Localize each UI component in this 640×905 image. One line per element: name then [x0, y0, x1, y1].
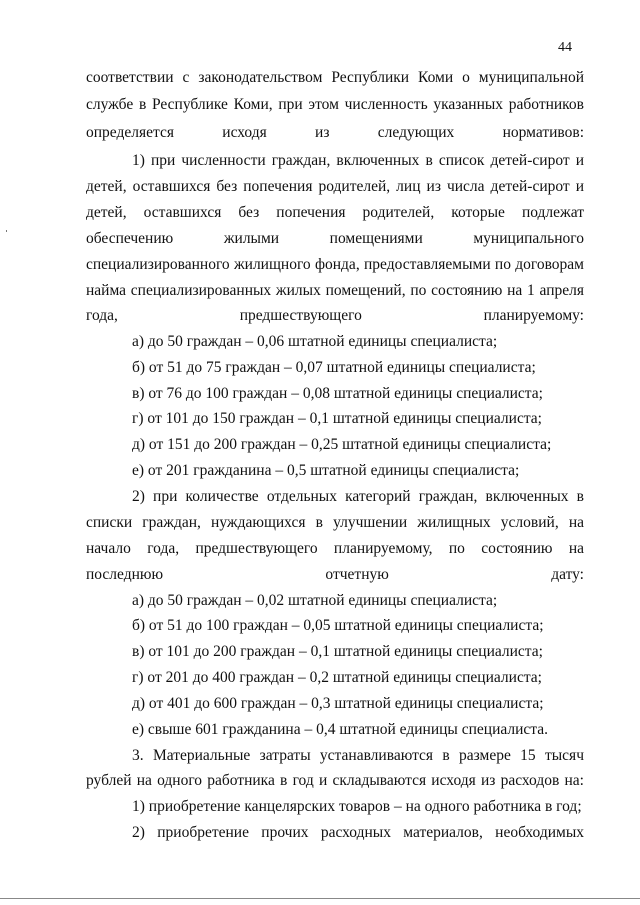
text-line: определяется исходя из следующих нормативов:: [86, 124, 584, 141]
text-line: рублей на одного работника в год и складываются исходя из расходов на:: [86, 772, 584, 789]
text-line: детей, оставшихся без попечения родителей, лиц из числа детей-сирот и: [86, 178, 584, 195]
list-item: д) от 151 до 200 граждан – 0,25 штатной единицы специалиста;: [132, 436, 552, 453]
text-line: обеспечению жилыми помещениями муниципального: [86, 230, 584, 247]
text-line: найма специализированных жилых помещений, по состоянию на 1 апреля: [86, 282, 584, 299]
list-item: е) свыше 601 гражданина – 0,4 штатной единицы специалиста.: [132, 721, 549, 738]
text-line: 3. Материальные затраты устанавливаются в размере 15 тысяч: [132, 747, 584, 764]
list-item: е) от 201 гражданина – 0,5 штатной единицы специалиста;: [132, 462, 520, 479]
list-item: б) от 51 до 75 граждан – 0,07 штатной единицы специалиста;: [132, 359, 536, 376]
page-number: 44: [558, 40, 572, 55]
text-line: 2) приобретение прочих расходных материалов, необходимых: [132, 824, 584, 841]
list-item: б) от 51 до 100 граждан – 0,05 штатной единицы специалиста;: [132, 617, 544, 634]
text-line: службе в Республике Коми, при этом численность указанных работников: [86, 96, 584, 113]
text-line: детей, оставшихся без попечения родителей, которые подлежат: [86, 204, 584, 221]
text-line: соответствии с законодательством Республики Коми о муниципальной: [86, 69, 584, 86]
bottom-rule: [0, 898, 640, 899]
text-line: последнюю отчетную дату:: [86, 566, 584, 583]
list-item: 1) приобретение канцелярских товаров – на одного работника в год;: [132, 798, 582, 815]
list-item: г) от 201 до 400 граждан – 0,2 штатной единицы специалиста;: [132, 669, 542, 686]
text-line: года, предшествующего планируемому:: [86, 307, 584, 324]
margin-mark: [6, 230, 7, 232]
list-item: а) до 50 граждан – 0,06 штатной единицы специалиста;: [132, 333, 498, 350]
text-line: начало года, предшествующего планируемому, по состоянию на: [86, 540, 584, 557]
list-item: а) до 50 граждан – 0,02 штатной единицы специалиста;: [132, 592, 498, 609]
text-line: специализированного жилищного фонда, предоставляемыми по договорам: [86, 256, 584, 273]
list-item: г) от 101 до 150 граждан – 0,1 штатной единицы специалиста;: [132, 410, 542, 427]
text-line: 1) при численности граждан, включенных в список детей-сирот и: [132, 152, 584, 169]
text-line: 2) при количестве отдельных категорий граждан, включенных в: [132, 488, 584, 505]
text-line: списки граждан, нуждающихся в улучшении жилищных условий, на: [86, 514, 584, 531]
list-item: в) от 101 до 200 граждан – 0,1 штатной единицы специалиста;: [132, 643, 543, 660]
list-item: в) от 76 до 100 граждан – 0,08 штатной единицы специалиста;: [132, 385, 543, 402]
list-item: д) от 401 до 600 граждан – 0,3 штатной единицы специалиста;: [132, 695, 544, 712]
